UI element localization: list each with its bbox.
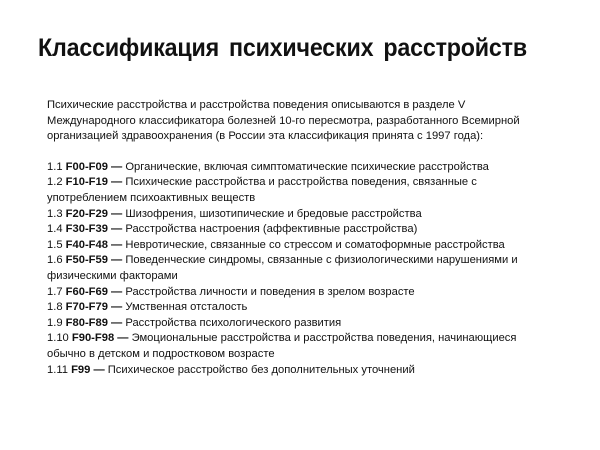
item-text: Умственная отсталость [125, 301, 248, 314]
item-number: 1.8 [47, 301, 63, 314]
item-code: F40-F48 — [65, 238, 123, 251]
list-item [47, 300, 547, 316]
list-item [47, 222, 547, 238]
item-code: F80-F89 — [65, 316, 123, 329]
list-item [47, 363, 547, 379]
item-code: F60-F69 — [65, 285, 123, 298]
item-number: 1.7 [47, 285, 63, 298]
slide-content [47, 98, 547, 378]
list-item [47, 316, 547, 332]
item-text: Психическое расстройство без дополнительных уточнений [107, 363, 415, 376]
list-item [47, 253, 547, 284]
item-code: F70-F79 — [65, 301, 123, 314]
item-text: Расстройства психологического развития [125, 316, 342, 329]
list-item [47, 175, 547, 206]
item-text: Органические, включая симптоматические психические расстройства [125, 160, 489, 173]
list-item [47, 238, 547, 254]
item-code: F00-F09 — [65, 160, 123, 173]
item-number: 1.10 [47, 332, 69, 345]
item-number: 1.1 [47, 160, 63, 173]
item-code: F90-F98 — [71, 332, 129, 345]
item-text: Поведенческие синдромы, связанные с физиологическими нарушениями и физическими факторами [47, 254, 518, 282]
list-item [47, 331, 547, 362]
list-item [47, 207, 547, 223]
item-number: 1.4 [47, 223, 63, 236]
item-text: Психические расстройства и расстройства поведения, связанные с употреблением психоактивных веществ [47, 176, 477, 204]
item-number: 1.3 [47, 207, 63, 220]
item-text: Эмоциональные расстройства и расстройства поведения, начинающиеся обычно в детском и подростковом возрасте [47, 332, 517, 360]
item-code: F30-F39 — [65, 223, 123, 236]
item-number: 1.2 [47, 176, 63, 189]
list-item [47, 160, 547, 176]
intro-paragraph: Психические расстройства и расстройства поведения описываются в разделе V Международного классификатора болезней 10-го пересмотра, разработанного Всемирной организацией здравоохранения (в России эта классификация принята с 1997 года): [47, 99, 520, 143]
item-code: F20-F29 — [65, 207, 123, 220]
item-number: 1.9 [47, 316, 63, 329]
item-number: 1.5 [47, 238, 63, 251]
item-code: F10-F19 — [65, 176, 123, 189]
item-text: Расстройства личности и поведения в зрелом возрасте [125, 285, 415, 298]
slide-title: Классификация психических расстройств [38, 34, 527, 62]
list-item [47, 285, 547, 301]
item-code: F99 — [71, 363, 105, 376]
item-number: 1.11 [47, 363, 68, 376]
item-number: 1.6 [47, 254, 63, 267]
item-text: Расстройства настроения (аффективные расстройства) [125, 223, 418, 236]
item-text: Невротические, связанные со стрессом и соматоформные расстройства [125, 238, 505, 251]
item-text: Шизофрения, шизотипические и бредовые расстройства [125, 207, 422, 220]
item-code: F50-F59 — [65, 254, 123, 267]
